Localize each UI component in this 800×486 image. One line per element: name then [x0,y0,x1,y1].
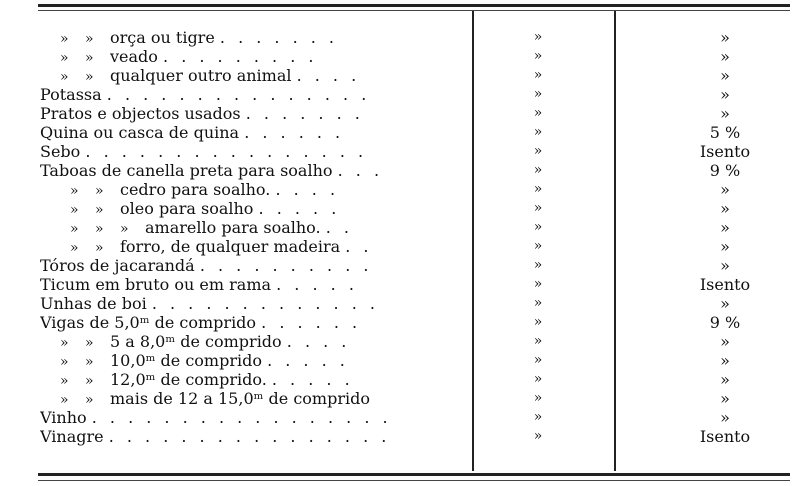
col2-value: » [720,389,730,408]
col1-value: » [533,219,543,235]
col1-value: » [533,428,543,444]
row-description [40,275,470,294]
col1-value: » [533,409,543,425]
table-row [40,218,790,237]
table-row [40,294,790,313]
dot-leader: . . . . . . . [245,104,364,123]
table-row [40,313,790,332]
item-name: veado [110,47,158,66]
table-row [40,104,790,123]
row-description [40,123,470,142]
col1-value: » [533,238,543,254]
col2-value: Isento [699,427,751,446]
ditto-mark: » [70,202,79,218]
ditto-mark: » [85,335,94,351]
table-row [40,199,790,218]
ditto-mark: » [60,69,69,85]
col1-value: » [533,124,543,140]
item-name: Vinho [40,408,87,427]
dot-leader: . . . . [286,332,351,351]
item-name: 10,0ᵐ de comprido [110,351,262,370]
col2-value: » [720,408,730,427]
table-row [40,28,790,47]
item-name: Vinagre [40,427,104,446]
col2-value: Isento [699,142,751,161]
col1-value: » [533,29,543,45]
col1-value: » [533,257,543,273]
col2-value: » [720,47,730,66]
ditto-mark: » [85,69,94,85]
ditto-mark: » [60,31,69,47]
row-description [40,427,470,446]
ditto-mark: » [85,392,94,408]
dot-leader: . . . . . . . . . . . . . . . . . [91,408,392,427]
ditto-mark: » [95,202,104,218]
table-row [40,332,790,351]
col2-value: » [720,104,730,123]
table-row [40,408,790,427]
col1-value: » [533,181,543,197]
col2-value: Isento [699,275,751,294]
col1-value: » [533,143,543,159]
row-description [40,85,470,104]
ditto-mark: » [60,354,69,370]
col2-value: » [720,66,730,85]
item-name: Tóros de jacarandá [40,256,195,275]
row-description [40,104,470,123]
col2-value: » [720,370,730,389]
row-description [40,66,490,87]
table-row [40,275,790,294]
col1-value: » [533,314,543,330]
row-description [40,28,490,49]
table-row [40,427,790,446]
col1-value: » [533,86,543,102]
ditto-mark: » [60,373,69,389]
col2-value: » [720,294,730,313]
row-description [40,370,490,391]
col2-value: » [720,28,730,47]
ditto-mark: » [85,31,94,47]
ditto-mark: » [70,240,79,256]
row-description [40,161,470,180]
item-name: qualquer outro animal [110,66,292,85]
item-name: amarello para soalho. [145,218,321,237]
dot-leader: . . . . . [258,199,341,218]
dot-leader: . . . . . . . . . [163,47,318,66]
table-row [40,370,790,389]
item-name: Pratos e objectos usados [40,104,241,123]
dot-leader: . . [345,237,373,256]
col2-value: » [720,256,730,275]
ditto-mark: » [85,50,94,66]
table-row [40,256,790,275]
row-description [40,294,470,313]
table-row [40,161,790,180]
dot-leader: . . . . . . [261,313,362,332]
row-description [40,389,490,410]
row-description [40,408,470,427]
table-row [40,142,790,161]
row-description [40,142,470,161]
item-name: Unhas de boi [40,294,147,313]
item-name: oleo para soalho [120,199,254,218]
table-row [40,123,790,142]
ditto-mark: » [85,373,94,389]
item-name: 5 a 8,0ᵐ de comprido [110,332,282,351]
table-row [40,351,790,370]
row-description [40,313,470,332]
col1-value: » [533,352,543,368]
col2-value: » [720,199,730,218]
col1-value: » [533,390,543,406]
col1-value: » [533,162,543,178]
bottom-rule-thick [38,473,790,476]
row-description [40,256,470,275]
item-name: 12,0ᵐ de comprido. [110,370,267,389]
top-rule-thin [38,10,790,11]
row-description [40,180,500,201]
row-description [40,332,490,353]
dot-leader: . . . . [296,66,361,85]
table-row [40,237,790,256]
ditto-mark: » [120,221,129,237]
dot-leader: . . . . . . . . . . . . . . . . [108,427,391,446]
col2-value: » [720,218,730,237]
col1-value: » [533,105,543,121]
ditto-mark: » [70,221,79,237]
item-name: Sebo [40,142,81,161]
dot-leader: . . . . . . . . . . . . . . . . [85,142,368,161]
item-name: Potassa [40,85,102,104]
row-description [40,47,490,68]
ditto-mark: » [60,50,69,66]
item-name: orça ou tigre [110,28,215,47]
col2-value: 9 % [709,161,741,180]
item-name: Quina ou casca de quina [40,123,240,142]
col2-value: 5 % [709,123,741,142]
top-rule-thick [38,4,790,7]
col1-value: » [533,295,543,311]
table-row [40,47,790,66]
table-row [40,85,790,104]
row-description [40,218,500,239]
row-description [40,351,490,372]
row-description [40,237,500,258]
col2-value: » [720,85,730,104]
col1-value: » [533,371,543,387]
ditto-mark: » [95,183,104,199]
ditto-mark: » [60,392,69,408]
dot-leader: . . . . [275,180,340,199]
bottom-rule-thin [38,480,790,481]
col2-value: » [720,237,730,256]
ditto-mark: » [60,335,69,351]
ditto-mark: » [70,183,79,199]
table-row [40,180,790,199]
col2-value: 9 % [709,313,741,332]
ditto-mark: » [85,354,94,370]
item-name: mais de 12 a 15,0ᵐ de comprido [110,389,370,408]
col1-value: » [533,276,543,292]
col2-value: » [720,332,730,351]
dot-leader: . . . . . [271,370,354,389]
dot-leader: . . . . . [276,275,358,294]
dot-leader: . . . [337,161,384,180]
row-description [40,199,500,220]
dot-leader: . . . . . . . . . . . . . [151,294,379,313]
dot-leader: . . . . . . . . . . [199,256,373,275]
col1-value: » [533,200,543,216]
ditto-mark: » [95,221,104,237]
dot-leader: . . [325,218,353,237]
dot-leader: . . . . . . . [219,28,339,47]
dot-leader: . . . . . [267,351,349,370]
table-row [40,389,790,408]
table-row [40,66,790,85]
item-name: Vigas de 5,0ᵐ de comprido [40,313,257,332]
item-name: cedro para soalho. [120,180,271,199]
item-name: forro, de qualquer madeira [120,237,341,256]
item-name: Ticum em bruto ou em rama [40,275,272,294]
ditto-mark: » [95,240,104,256]
col1-value: » [533,67,543,83]
dot-leader: . . . . . . [244,123,345,142]
item-name: Taboas de canella preta para soalho [40,161,333,180]
col1-value: » [533,48,543,64]
tariff-table [40,28,790,446]
col2-value: » [720,351,730,370]
col1-value: » [533,333,543,349]
dot-leader: . . . . . . . . . . . . . . . [106,85,371,104]
col2-value: » [720,180,730,199]
